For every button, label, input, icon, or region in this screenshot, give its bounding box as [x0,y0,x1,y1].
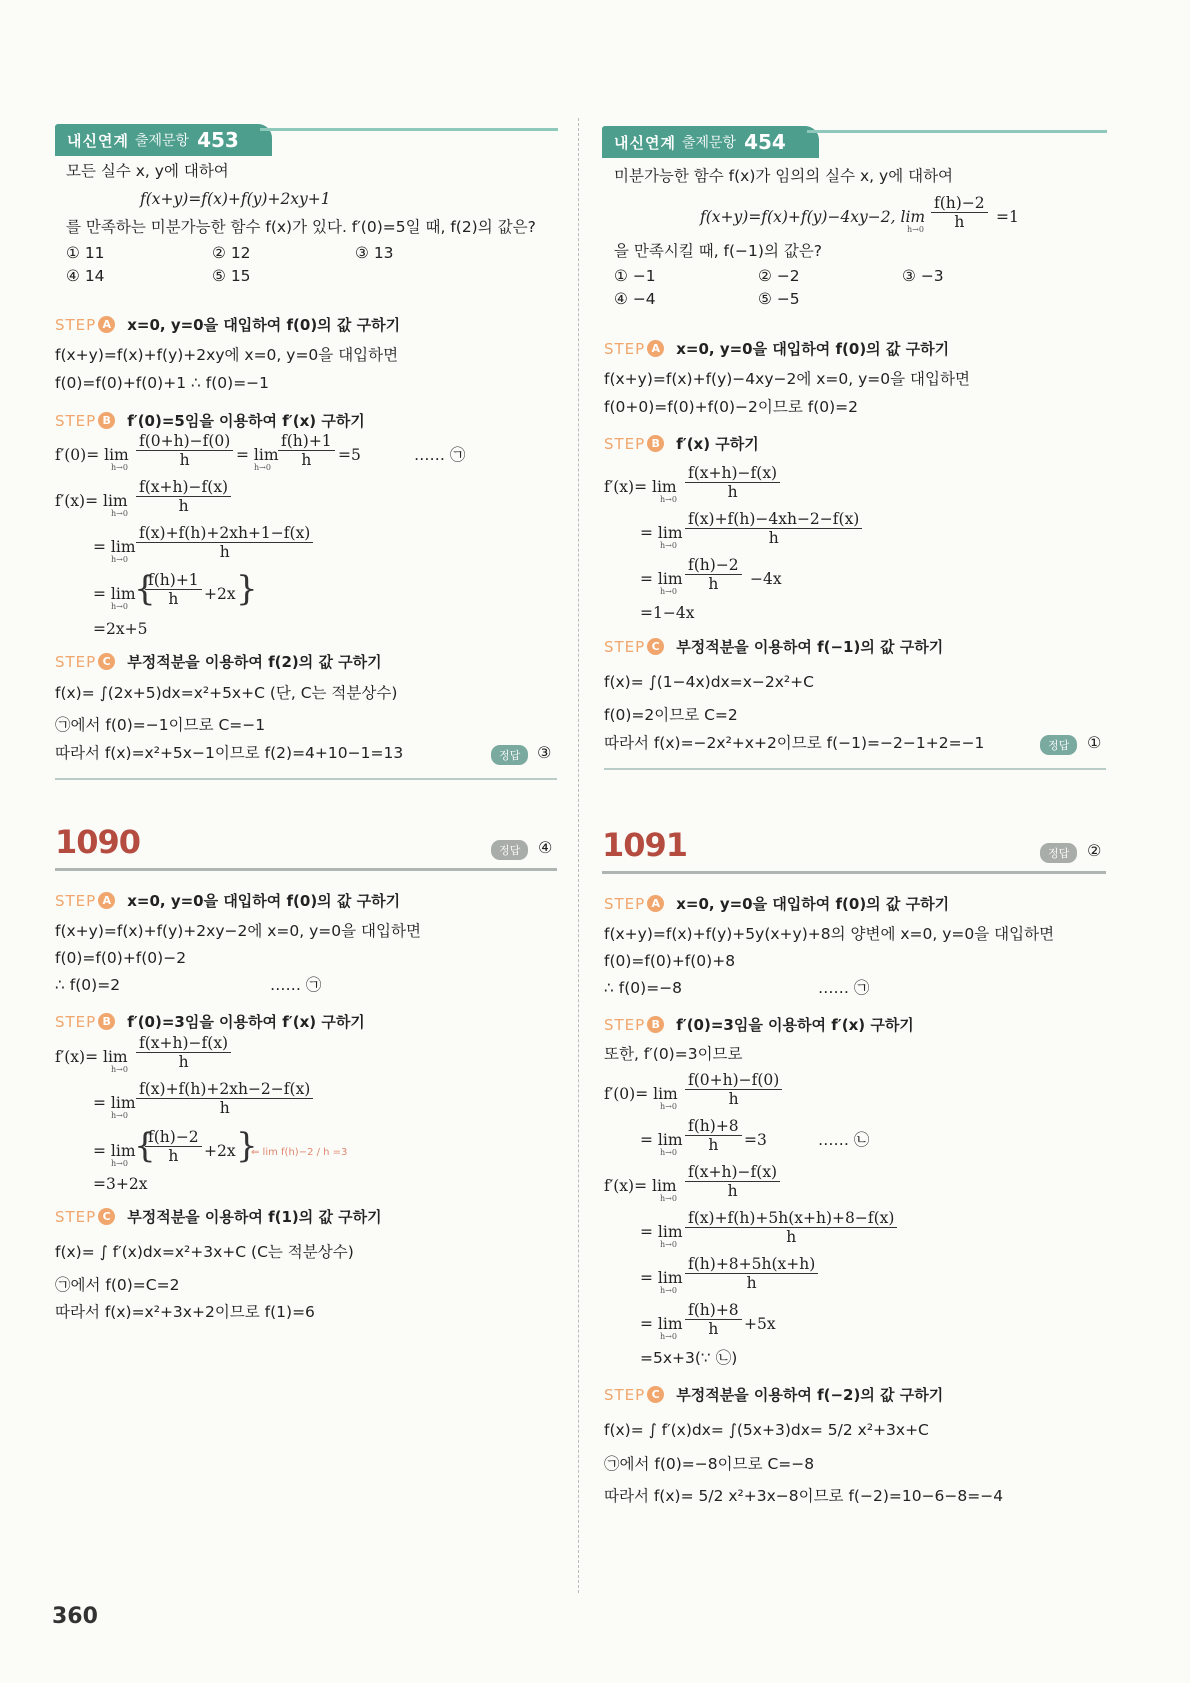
step-line: f(x)= ∫ f′(x)dx=x²+3x+C (C는 적분상수) [55,1243,354,1261]
lim-subscript: h→0 [254,463,271,472]
step-c-heading [604,1384,943,1405]
step-title: x=0, y=0을 대입하여 f(0)의 값 구하기 [676,340,950,358]
lim-subscript: h→0 [660,1332,677,1341]
header-rule [807,130,1107,133]
header-label: 출제문항 [681,135,737,151]
math-lhs: f′(x)= lim [55,492,128,510]
math-rhs: =3 [744,1131,767,1149]
math-rhs: =1 [996,208,1019,226]
column-divider [578,118,579,1593]
step-a-heading [604,893,949,914]
step-c-heading [55,1206,382,1227]
step-title: 부정적분을 이용하여 f(−1)의 값 구하기 [676,638,944,656]
denominator: h [954,213,965,231]
step-badge: A [98,892,115,909]
step-line: ∴ f(0)=2 [55,976,121,994]
step-label: STEP [604,894,646,913]
lim-subscript: h→0 [907,225,924,234]
fraction [685,1117,742,1154]
header-rule [260,128,558,131]
header-brand: 내신연계 [67,131,129,150]
problem-equation: f(x+y)=f(x)+f(y)−4xy−2, lim [700,208,926,226]
numerator: f(0+h)−f(0) [136,432,233,451]
equation-ref: …… ㉠ [270,976,322,994]
header-number: 454 [744,130,786,154]
math-lhs: = lim [93,1094,136,1112]
numerator: f(x+h)−f(x) [136,1034,231,1053]
step-badge: B [98,412,115,429]
step-badge: B [647,435,664,452]
step-title: x=0, y=0을 대입하여 f(0)의 값 구하기 [127,316,401,334]
problem-number-1090: 1090 [55,823,141,861]
step-title: 부정적분을 이용하여 f(2)의 값 구하기 [127,653,382,671]
step-b-heading [55,1011,365,1032]
denominator: h [179,451,190,469]
step-line: f(x+y)=f(x)+f(y)+5y(x+y)+8의 양변에 x=0, y=0을 대입하면 [604,925,1055,943]
denominator: h [168,1147,179,1165]
fraction [136,1034,231,1071]
step-line: f(x+y)=f(x)+f(y)+2xy에 x=0, y=0을 대입하면 [55,346,399,364]
step-a-heading [55,314,400,335]
problem-header-454 [602,126,819,158]
fraction [685,1301,742,1338]
denominator: h [178,497,189,515]
denominator: h [708,1136,719,1154]
fraction [136,432,233,469]
math-result: =1−4x [640,604,695,622]
choice-1: ① −1 [614,267,656,285]
denominator: h [219,1099,230,1117]
math-lhs: f′(0)= lim [604,1085,678,1103]
left-brace: { [134,569,156,609]
step-label: STEP [55,411,97,430]
numerator: f(h)−2 [685,556,742,575]
step-line: 따라서 f(x)= 5/2 x²+3x−8이므로 f(−2)=10−6−8=−4 [604,1487,1004,1505]
fraction [931,194,988,231]
fraction [136,478,231,515]
section-divider [604,768,1106,770]
numerator: f(x)+f(h)+2xh+1−f(x) [136,524,313,543]
math-lhs: = lim [640,1315,683,1333]
step-label: STEP [55,315,97,334]
step-label: STEP [604,1015,646,1034]
lim-subscript: h→0 [660,1194,677,1203]
step-a-heading [604,338,949,359]
math-lhs: = lim [640,1131,683,1149]
math-lhs: f′(0)= lim [55,446,129,464]
hint-note: ⇐ lim f(h)−2 / h =3 [251,1147,348,1158]
header-number: 453 [197,128,239,152]
step-title: f′(0)=3임을 이용하여 f′(x) 구하기 [676,1016,914,1034]
lim-subscript: h→0 [111,555,128,564]
lim-subscript: h→0 [111,1159,128,1168]
math-lhs: = lim [640,1223,683,1241]
title-rule [55,868,557,871]
math-lhs: = lim [640,570,683,588]
denominator: h [708,575,719,593]
fraction [145,571,202,608]
answer-value: ① [1087,733,1102,752]
fraction [685,1209,897,1246]
problem-number-1091: 1091 [602,826,688,864]
math-lhs: f′(x)= lim [604,478,677,496]
step-line: f(0+0)=f(0)+f(0)−2이므로 f(0)=2 [604,398,859,416]
numerator: f(h)+8 [685,1301,742,1320]
lim-subscript: h→0 [111,463,128,472]
denominator: h [746,1274,757,1292]
math-lhs: f′(x)= lim [604,1177,677,1195]
numerator: f(h)−2 [145,1128,202,1147]
step-line: f(x)= ∫(1−4x)dx=x−2x²+C [604,673,814,691]
lim-subscript: h→0 [111,602,128,611]
answer-badge: 정답 [491,840,528,860]
lim-subscript: h→0 [660,1240,677,1249]
numerator: f(x+h)−f(x) [136,478,231,497]
step-label: STEP [604,339,646,358]
equation-ref: …… ㉠ [818,979,870,997]
step-line: f(x)= ∫(2x+5)dx=x²+5x+C (단, C는 적분상수) [55,684,398,702]
answer-value: ② [1087,841,1102,860]
step-line: 따라서 f(x)=−2x²+x+2이므로 f(−1)=−2−1+2=−1 [604,734,985,752]
denominator: h [768,529,779,547]
choice-3: ③ 13 [355,244,394,262]
step-b-heading [55,410,365,431]
step-a-heading [55,890,400,911]
fraction [685,1071,782,1108]
title-rule [602,871,1106,874]
step-label: STEP [55,1207,97,1226]
lim-subscript: h→0 [111,509,128,518]
step-title: 부정적분을 이용하여 f(−2)의 값 구하기 [676,1386,944,1404]
numerator: f(x)+f(h)−4xh−2−f(x) [685,510,862,529]
answer-badge: 정답 [1040,843,1077,863]
math-rhs: +5x [744,1315,776,1333]
step-line: 또한, f′(0)=3이므로 [604,1045,743,1063]
problem-header-453 [55,124,272,156]
denominator: h [727,483,738,501]
fraction [685,556,742,593]
step-title: f′(x) 구하기 [676,435,759,453]
step-badge: C [647,1386,664,1403]
page-number: 360 [52,1604,98,1629]
denominator: h [727,1182,738,1200]
denominator: h [178,1053,189,1071]
problem-question: 을 만족시킬 때, f(−1)의 값은? [614,242,823,260]
step-line: 따라서 f(x)=x²+3x+2이므로 f(1)=6 [55,1303,315,1321]
step-badge: C [647,638,664,655]
math-result: =3+2x [93,1175,148,1193]
step-c-heading [55,651,382,672]
step-line: f(x+y)=f(x)+f(y)+2xy−2에 x=0, y=0을 대입하면 [55,922,421,940]
fraction [278,432,335,469]
step-label: STEP [604,434,646,453]
math-rhs: +2x [204,1142,236,1160]
step-badge: A [647,895,664,912]
numerator: f(x+h)−f(x) [685,464,780,483]
step-title: f′(0)=3임을 이용하여 f′(x) 구하기 [127,1013,365,1031]
equation-ref: …… ㉡ [818,1131,870,1149]
choice-3: ③ −3 [902,267,944,285]
right-brace: } [236,1126,258,1166]
math-rhs: −4x [750,570,782,588]
right-brace: } [236,569,258,609]
header-label: 출제문항 [134,133,190,149]
left-brace: { [134,1126,156,1166]
math-lhs: = lim [93,585,136,603]
fraction [145,1128,202,1165]
fraction [685,1255,818,1292]
denominator: h [708,1320,719,1338]
step-badge: B [647,1016,664,1033]
step-line: f(0)=f(0)+f(0)−2 [55,949,187,967]
step-title: x=0, y=0을 대입하여 f(0)의 값 구하기 [676,895,950,913]
equation-ref: …… ㉠ [414,446,466,464]
step-badge: C [98,1208,115,1225]
step-line: ㉠에서 f(0)=C=2 [55,1276,180,1294]
denominator: h [168,590,179,608]
fraction [136,1080,313,1117]
denominator: h [786,1228,797,1246]
choice-5: ⑤ −5 [758,290,800,308]
step-line: 따라서 f(x)=x²+5x−1이므로 f(2)=4+10−1=13 [55,744,404,762]
fraction [685,464,780,501]
step-label: STEP [55,1012,97,1031]
math-mid: = lim [236,446,279,464]
step-badge: A [98,316,115,333]
step-b-heading [604,433,759,454]
numerator: f(h)+1 [278,432,335,451]
numerator: f(h)+8 [685,1117,742,1136]
math-lhs: = lim [640,524,683,542]
lim-subscript: h→0 [660,587,677,596]
choice-4: ④ 14 [66,267,105,285]
denominator: h [728,1090,739,1108]
choice-2: ② 12 [212,244,251,262]
math-lhs: = lim [640,1269,683,1287]
step-line: ㉠에서 f(0)=−1이므로 C=−1 [55,716,266,734]
problem-question: 를 만족하는 미분가능한 함수 f(x)가 있다. f′(0)=5일 때, f(2)의 값은? [66,218,536,236]
step-title: x=0, y=0을 대입하여 f(0)의 값 구하기 [127,892,401,910]
step-line: f(0)=f(0)+f(0)+8 [604,952,736,970]
numerator: f(h)+8+5h(x+h) [685,1255,818,1274]
step-line: ∴ f(0)=−8 [604,979,683,997]
step-line: f(0)=f(0)+f(0)+1 ∴ f(0)=−1 [55,374,270,392]
section-divider [55,778,557,780]
lim-subscript: h→0 [111,1111,128,1120]
step-b-heading [604,1014,914,1035]
step-label: STEP [604,1385,646,1404]
step-badge: B [98,1013,115,1030]
choice-4: ④ −4 [614,290,656,308]
lim-subscript: h→0 [660,1286,677,1295]
lim-subscript: h→0 [660,1148,677,1157]
numerator: f(h)−2 [931,194,988,213]
answer-value: ④ [538,838,553,857]
math-rhs: +2x [204,585,236,603]
numerator: f(0+h)−f(0) [685,1071,782,1090]
denominator: h [301,451,312,469]
problem-equation: f(x+y)=f(x)+f(y)+2xy+1 [140,190,331,208]
math-lhs: = lim [93,538,136,556]
math-result: =2x+5 [93,620,148,638]
fraction [136,524,313,561]
step-badge: A [647,340,664,357]
step-title: 부정적분을 이용하여 f(1)의 값 구하기 [127,1208,382,1226]
lim-subscript: h→0 [111,1065,128,1074]
numerator: f(h)+1 [145,571,202,590]
problem-intro: 미분가능한 함수 f(x)가 임의의 실수 x, y에 대하여 [614,167,954,185]
step-line: f(x)= ∫ f′(x)dx= ∫(5x+3)dx= 5/2 x²+3x+C [604,1421,929,1439]
lim-subscript: h→0 [660,541,677,550]
numerator: f(x+h)−f(x) [685,1163,780,1182]
step-label: STEP [604,637,646,656]
step-title: f′(0)=5임을 이용하여 f′(x) 구하기 [127,412,365,430]
numerator: f(x)+f(h)+5h(x+h)+8−f(x) [685,1209,897,1228]
step-label: STEP [55,891,97,910]
math-result: =5x+3(∵ ㉡) [640,1349,738,1367]
choice-5: ⑤ 15 [212,267,251,285]
step-line: f(x+y)=f(x)+f(y)−4xy−2에 x=0, y=0을 대입하면 [604,370,970,388]
choice-2: ② −2 [758,267,800,285]
step-badge: C [98,653,115,670]
answer-badge: 정답 [1040,735,1077,755]
math-lhs: = lim [93,1142,136,1160]
answer-badge: 정답 [491,745,528,765]
numerator: f(x)+f(h)+2xh−2−f(x) [136,1080,313,1099]
step-line: f(0)=2이므로 C=2 [604,706,738,724]
step-c-heading [604,636,943,657]
math-lhs: f′(x)= lim [55,1048,128,1066]
header-brand: 내신연계 [614,133,676,152]
answer-value: ③ [537,743,552,762]
math-rhs: =5 [338,446,361,464]
choice-1: ① 11 [66,244,105,262]
lim-subscript: h→0 [660,1102,677,1111]
fraction [685,1163,780,1200]
problem-intro: 모든 실수 x, y에 대하여 [66,162,229,180]
lim-subscript: h→0 [660,495,677,504]
denominator: h [219,543,230,561]
fraction [685,510,862,547]
step-line: ㉠에서 f(0)=−8이므로 C=−8 [604,1455,815,1473]
step-label: STEP [55,652,97,671]
